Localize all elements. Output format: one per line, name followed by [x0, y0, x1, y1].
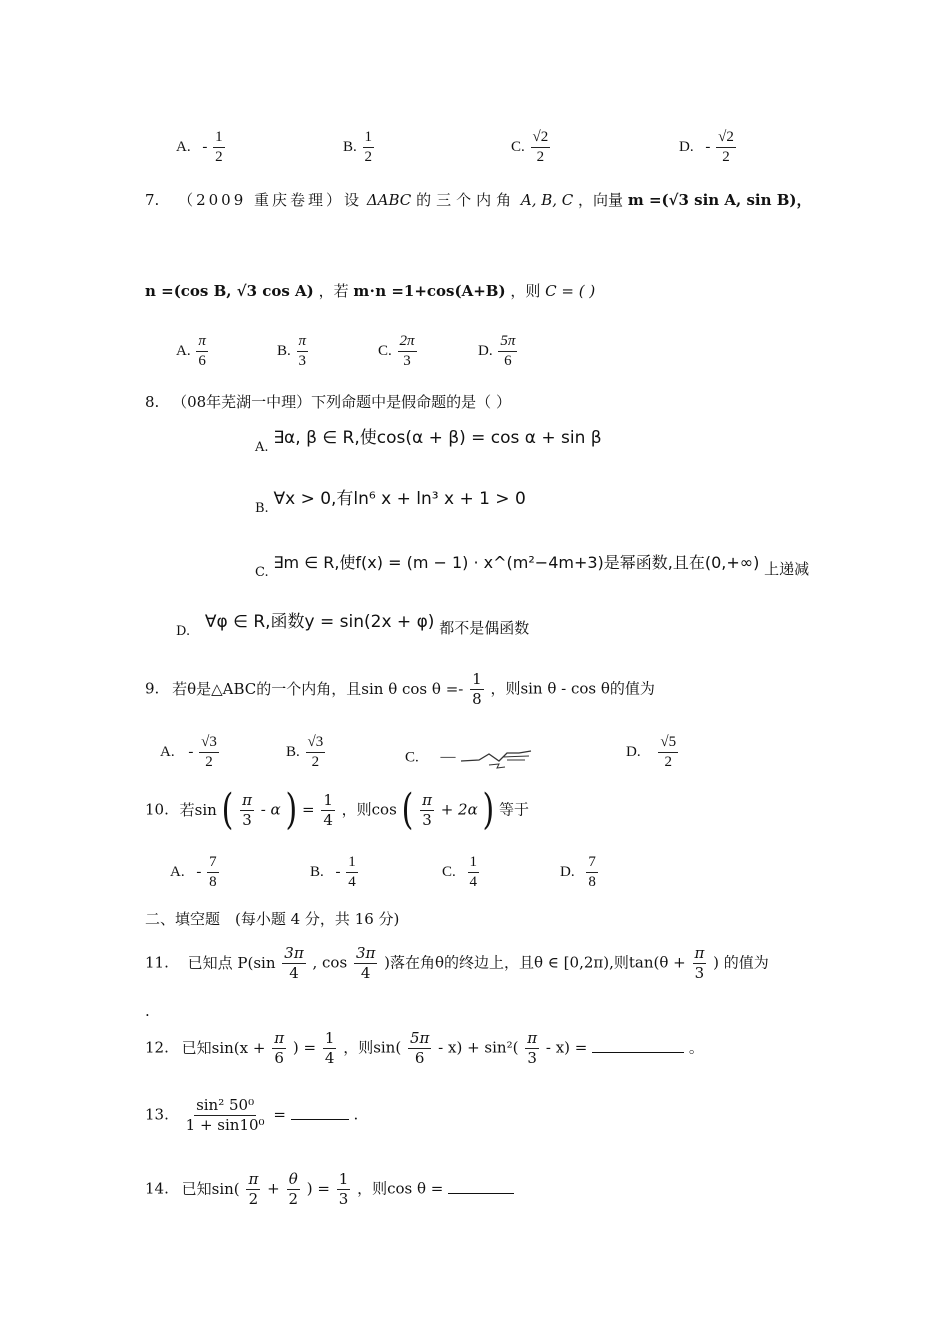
fraction: $\frac{5\pi}{6}$ — [409, 1029, 430, 1067]
fraction: $\frac{\text{sin² 50⁰}}{\text{1 + sin10⁰}}$ — [185, 1096, 265, 1134]
q10-option-d[interactable]: D. $\frac{7}{8}$ — [560, 854, 596, 890]
q6-option-b[interactable]: B. $\frac{1}{2}$ — [343, 129, 373, 165]
q7-option-a[interactable]: A. $\frac{\pi}{6}$ — [176, 333, 206, 369]
fraction: $\frac{3\pi}{4}$ — [355, 944, 376, 982]
question-14-stem: 14. 已知sin( $\frac{\pi}{2}$ + $\frac{\theta}{2}$ ) = $\frac{1}{3}$ ，则cos θ = — [145, 1172, 514, 1207]
fraction: $\frac{\theta}{2}$ — [288, 1170, 298, 1208]
q9-option-b[interactable]: B. $\frac{√3}{2}$ — [286, 734, 324, 770]
q9-option-d[interactable]: D. $\frac{√5}{2}$ — [626, 734, 677, 770]
fraction: $\frac{\pi}{3}$ — [298, 333, 307, 369]
q6-option-d[interactable]: D. - $\frac{√2}{2}$ — [679, 129, 734, 165]
fraction: $\frac{1}{4}$ — [324, 1029, 335, 1067]
answer-blank-14[interactable] — [448, 1193, 514, 1194]
fraction: $\frac{√3}{2}$ — [201, 734, 217, 770]
fraction: $\frac{\pi}{3}$ — [242, 791, 252, 829]
fraction: $\frac{1}{4}$ — [348, 854, 356, 890]
fraction: $\frac{2\pi}{3}$ — [399, 333, 415, 369]
q8-option-b[interactable]: B. ∀x > 0,有ln⁶ x + ln³ x + 1 > 0 — [255, 489, 526, 516]
q8-option-d[interactable]: D. ∀φ ∈ R,函数y = sin(2x + φ) 都不是偶函数 — [176, 612, 530, 639]
fraction: $\frac{\pi}{3}$ — [694, 944, 705, 982]
answer-blank-12[interactable] — [592, 1052, 684, 1053]
q7-option-d[interactable]: D. $\frac{5\pi}{6}$ — [478, 333, 516, 369]
fraction: $\frac{√3}{2}$ — [307, 734, 324, 770]
question-10-stem: 10. 若sin ( $\frac{\pi}{3}$ - α ) = $\frac{1}{4}$ ，则cos ( $\frac{\pi}{3}$ + 2α ) 等于 — [145, 785, 530, 835]
fraction: $\frac{1}{4}$ — [323, 791, 333, 829]
fraction: $\frac{√2}{2}$ — [532, 129, 549, 165]
fraction: $\frac{7}{8}$ — [588, 854, 596, 890]
fraction: $\frac{√2}{2}$ — [718, 129, 734, 165]
question-7-condition: n =(cos B, √3 cos A) ，若 m⋅n =1+cos(A+B) ，则 C = ( ) — [145, 282, 596, 300]
q8-option-c[interactable]: C. ∃m ∈ R,使f(x) = (m − 1) · x^(m²−4m+3)是幂函数,且在(0,+∞) 上递减 — [255, 553, 810, 580]
question-13-stem: 13. $\frac{\text{sin² 50⁰}}{\text{1 + sin10⁰}}$ = . — [145, 1096, 359, 1134]
fraction: $\frac{\pi}{6}$ — [198, 333, 206, 369]
q6-option-a[interactable]: A. - $\frac{1}{2}$ — [176, 129, 223, 165]
garbled-formula-icon — [459, 745, 534, 771]
section-heading-fill-blank: 二、填空题 (每小题 4 分，共 16 分) — [145, 910, 400, 928]
fraction: $\frac{√5}{2}$ — [660, 734, 677, 770]
question-11-end-dot: . — [145, 1002, 150, 1020]
fraction: $\frac{1}{4}$ — [469, 854, 478, 890]
question-7-stem: 7. （2009 重庆卷理）设 ΔABC 的三个内角 A, B, C ，向量 m =(√3 sin A, sin B)， — [145, 191, 812, 209]
question-11-stem: 11. 已知点 P(sin $\frac{3\pi}{4}$ , cos $\frac{3\pi}{4}$ )落在角θ的终边上，且θ ∈ [0,2π),则tan(θ + $\frac{\pi}{3}$ ) 的值为 — [145, 944, 769, 982]
question-9-stem: 9. 若θ是△ABC的一个内角，且sin θ cos θ =- $\frac{1}{8}$ ，则sin θ - cos θ的值为 — [145, 670, 655, 708]
q10-option-b[interactable]: B. - $\frac{1}{4}$ — [310, 854, 356, 890]
fraction: $\frac{7}{8}$ — [209, 854, 217, 890]
fraction: $\frac{\pi}{2}$ — [248, 1170, 259, 1208]
question-8-stem: 8. （08年芜湖一中理）下列命题中是假命题的是（ ） — [145, 393, 511, 411]
q10-option-c[interactable]: C. $\frac{1}{4}$ — [442, 854, 478, 890]
fraction: $\frac{1}{2}$ — [364, 129, 373, 165]
fraction: $\frac{\pi}{3}$ — [422, 791, 432, 829]
question-12-stem: 12. 已知sin(x + $\frac{\pi}{6}$ ) = $\frac{1}{4}$ ，则sin( $\frac{5\pi}{6}$ - x) + sin²( $\frac{\pi}{3}$ - x) = 。 — [145, 1029, 704, 1067]
answer-blank-13[interactable] — [291, 1119, 349, 1120]
q7-option-b[interactable]: B. $\frac{\pi}{3}$ — [277, 333, 307, 369]
fraction: $\frac{\pi}{6}$ — [274, 1029, 285, 1067]
fraction: $\frac{\pi}{3}$ — [527, 1029, 538, 1067]
fraction: $\frac{1}{3}$ — [338, 1170, 349, 1208]
q7-option-c[interactable]: C. $\frac{2\pi}{3}$ — [378, 333, 415, 369]
fraction: $\frac{1}{8}$ — [472, 670, 482, 708]
q6-option-c[interactable]: C. $\frac{√2}{2}$ — [511, 129, 549, 165]
q9-option-a[interactable]: A. - $\frac{√3}{2}$ — [160, 734, 217, 770]
fraction: $\frac{3\pi}{4}$ — [284, 944, 304, 982]
fraction: $\frac{1}{2}$ — [215, 129, 223, 165]
fraction: $\frac{5\pi}{6}$ — [500, 333, 516, 369]
q10-option-a[interactable]: A. - $\frac{7}{8}$ — [170, 854, 217, 890]
q9-option-c[interactable]: C. — — [405, 745, 534, 771]
q8-option-a[interactable]: A. ∃α, β ∈ R,使cos(α + β) = cos α + sin β — [255, 428, 602, 455]
